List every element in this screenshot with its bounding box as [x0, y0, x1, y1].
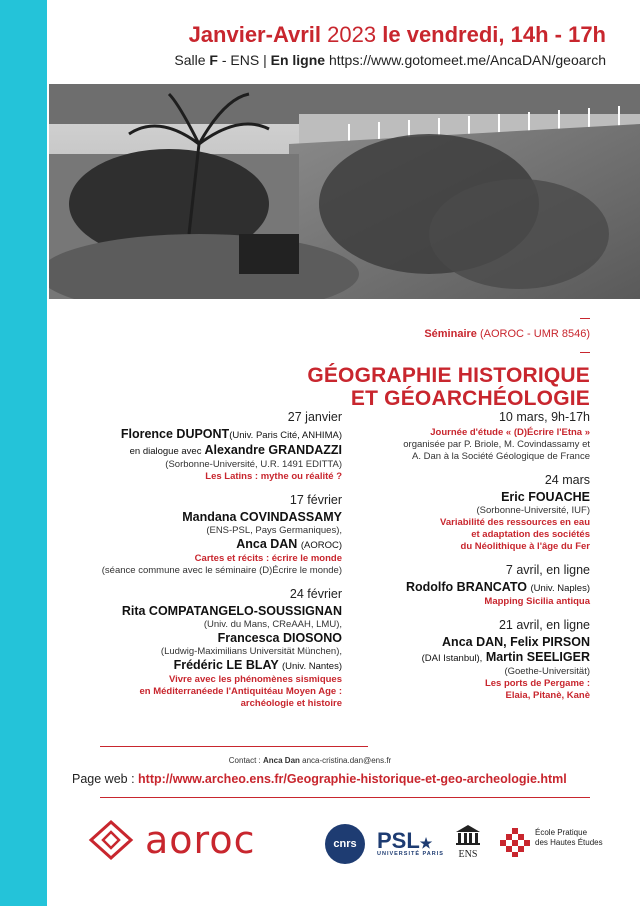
event-7-avril: 7 avril, en ligne Rodolfo BRANCATO (Univ. Naples) Mapping Sicilia antiqua — [405, 563, 590, 607]
header-photo — [49, 84, 640, 299]
accent-dash — [580, 352, 590, 353]
event-10-mars: 10 mars, 9h-17h Journée d'étude « (D)Écrire l'Etna » organisée par P. Briole, M. Covindassamy et A. Dan à la Société Géologique de France — [403, 410, 590, 462]
event-27-janvier: 27 janvier Florence DUPONT(Univ. Paris Cité, ANHIMA) en dialogue avec Alexandre GRANDAZZI (Sorbonne-Université, U.R. 1491 EDITTA) Les Latins : mythe ou réalité ? — [120, 410, 342, 482]
psl-logo: PSL★ UNIVERSITÉ PARIS — [377, 828, 444, 857]
star-icon: ★ — [419, 835, 433, 851]
ephe-emblem-icon — [499, 826, 531, 858]
event-24-fevrier: 24 février Rita COMPATANGELO-SOUSSIGNAN (Univ. du Mans, CReAAH, LMU), Francesca DIOSONO (Ludwig-Maximilians Universität München), Frédéric LE BLAY (Univ. Nantes) Vivre avec les phénomènes sismiques en Méditerranéede l'Antiquitéau Moyen Age : archéologie et histoire — [121, 587, 342, 709]
event-21-avril: 21 avril, en ligne Anca DAN, Felix PIRSON (DAI Istanbul), Martin SEELIGER (Goethe-Universität) Les ports de Pergame : Elaia, Pitanè, Kanè — [421, 618, 590, 701]
photo-illustration — [49, 84, 640, 299]
event-24-mars: 24 mars Eric FOUACHE (Sorbonne-Université, IUF) Variabilité des ressources en eau et adaptation des sociétés du Néolithique à l'âge du Fer — [440, 473, 590, 552]
schedule-title: Janvier-Avril 2023 le vendredi, 14h - 17h — [188, 22, 606, 47]
cyan-sidebar — [0, 0, 47, 906]
page-web-link[interactable]: http://www.archeo.ens.fr/Geographie-historique-et-geo-archeologie.html — [138, 772, 567, 786]
program-left-column — [80, 410, 342, 720]
ens-logo: ENS — [453, 824, 483, 860]
seminar-label: Séminaire (AOROC - UMR 8546) — [424, 328, 590, 340]
event-17-fevrier: 17 février Mandana COVINDASSAMY (ENS-PSL, Pays Germaniques), Anca DAN (AOROC) Cartes et récits : écrire le monde (séance commune avec le séminaire (D)Écrire le monde) — [101, 493, 342, 576]
seminar-title: GÉOGRAPHIE HISTORIQUE ET GÉOARCHÉOLOGIE — [307, 364, 590, 410]
online-url[interactable]: https://www.gotomeet.me/AncaDAN/geoarch — [328, 52, 606, 68]
aoroc-emblem-icon — [85, 818, 137, 862]
contact-divider — [100, 746, 368, 747]
contact-email[interactable]: anca-cristina.dan@ens.fr — [302, 756, 392, 765]
program-right-column — [328, 410, 590, 712]
ens-building-icon — [455, 824, 481, 846]
accent-dash — [580, 318, 590, 319]
venue-line: Salle F - ENS | En ligne https://www.gotomeet.me/AncaDAN/geoarch — [174, 52, 606, 68]
partner-logos — [47, 812, 640, 872]
header — [47, 0, 640, 84]
aoroc-logo: aoroc — [85, 818, 275, 862]
cnrs-logo: cnrs — [325, 824, 365, 864]
footer-divider — [100, 797, 590, 798]
contact-line: Contact : Anca Dan anca-cristina.dan@ens.fr — [228, 756, 392, 765]
page-web-line: Page web : http://www.archeo.ens.fr/Geographie-historique-et-geo-archeologie.html — [72, 772, 567, 786]
seminar-heading — [150, 306, 590, 410]
ephe-logo: École Pratique des Hautes Études — [499, 826, 619, 862]
